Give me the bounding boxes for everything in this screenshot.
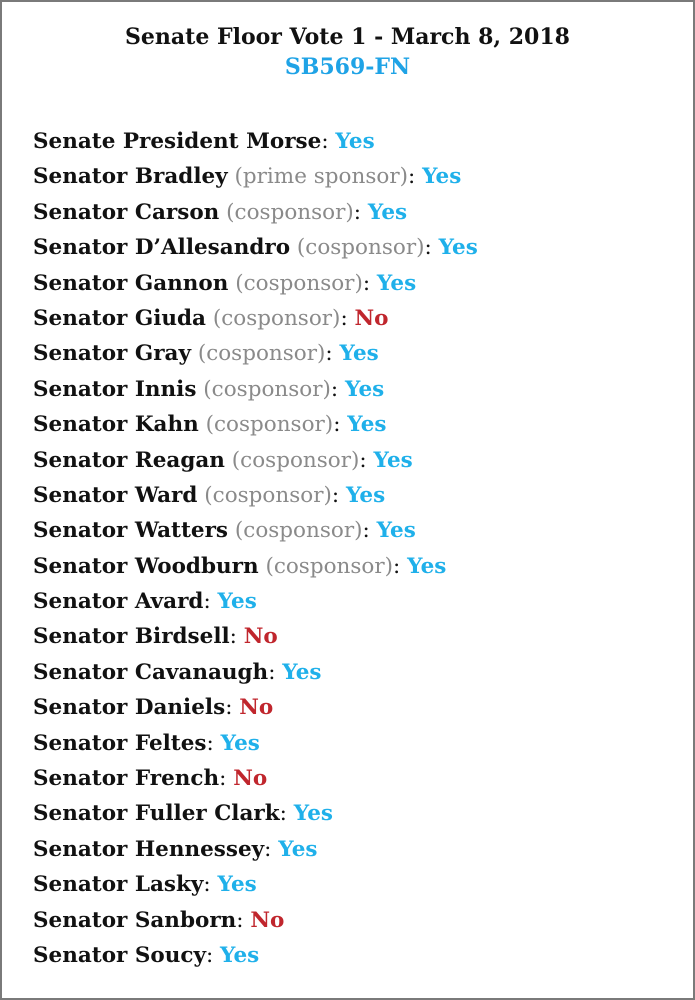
senator-name: Senator Watters — [33, 518, 229, 544]
vote-value: Yes — [367, 199, 408, 225]
senator-role-wrap — [191, 341, 325, 366]
senator-name: Senator Feltes — [33, 730, 207, 756]
vote-separator: : — [236, 907, 251, 933]
vote-separator: : — [225, 695, 240, 721]
vote-separator: : — [203, 589, 218, 615]
senator-role-wrap — [228, 518, 362, 543]
vote-value: No — [243, 624, 278, 650]
senator-name: Senator Ward — [33, 482, 198, 508]
vote-separator: : — [203, 872, 218, 898]
senator-name: Senator Lasky — [33, 872, 204, 898]
senator-name: Senator Gannon — [33, 270, 229, 296]
senator-role-wrap — [219, 200, 353, 225]
vote-separator: : — [407, 164, 423, 190]
senator-name: Senator Woodburn — [33, 553, 259, 579]
vote-separator: : — [330, 376, 345, 402]
vote-value: Yes — [347, 412, 387, 438]
vote-value: Yes — [220, 942, 260, 968]
vote-value: Yes — [345, 482, 386, 508]
senator-name: Senator Innis — [33, 376, 197, 402]
senator-role: (cosponsor) — [235, 270, 363, 296]
vote-separator: : — [264, 836, 279, 862]
vote-separator: : — [362, 270, 377, 296]
vote-separator: : — [353, 199, 368, 225]
senator-name: Senator Carson — [33, 199, 220, 225]
senator-name: Senator Birdsell — [33, 624, 230, 650]
senator-name: Senator Hennessey — [33, 836, 265, 862]
vote-row — [33, 266, 478, 301]
vote-row — [33, 336, 478, 371]
vote-value: Yes — [376, 270, 417, 296]
senator-name: Senator Soucy — [33, 942, 206, 968]
senator-role: (cosponsor) — [197, 341, 326, 367]
senator-role-wrap — [196, 377, 330, 402]
vote-value: Yes — [278, 836, 318, 862]
senator-name: Senator Giuda — [33, 305, 206, 331]
vote-row — [33, 159, 478, 194]
vote-row — [33, 903, 478, 938]
vote-value: Yes — [217, 872, 257, 898]
vote-row — [33, 124, 478, 159]
senator-name: Senator Sanborn — [33, 907, 237, 933]
vote-separator: : — [229, 624, 244, 650]
senator-role-wrap — [206, 306, 340, 331]
vote-list — [33, 124, 478, 973]
vote-row — [33, 690, 478, 725]
vote-separator: : — [268, 659, 283, 685]
vote-value: No — [250, 907, 285, 933]
vote-row — [33, 372, 478, 407]
vote-row — [33, 867, 478, 902]
senator-role: (cosponsor) — [204, 482, 332, 508]
senator-role-wrap — [199, 412, 333, 437]
vote-value: Yes — [438, 235, 478, 261]
vote-row — [33, 796, 478, 831]
vote-separator: : — [424, 235, 439, 261]
senator-name: Senate President Morse — [33, 129, 322, 154]
vote-value: Yes — [422, 164, 462, 190]
senator-role-wrap — [259, 554, 393, 579]
vote-row — [33, 407, 478, 442]
senator-name: Senator Bradley — [33, 164, 228, 190]
vote-separator: : — [362, 518, 377, 544]
vote-value: Yes — [376, 518, 416, 544]
vote-separator: : — [325, 341, 340, 367]
vote-value: No — [233, 766, 268, 792]
vote-row — [33, 478, 478, 513]
vote-row — [33, 832, 478, 867]
vote-separator: : — [321, 129, 336, 154]
vote-separator: : — [359, 447, 374, 473]
vote-row — [33, 655, 478, 690]
senator-name: Senator French — [33, 766, 220, 792]
senator-role: (cosponsor) — [205, 412, 334, 438]
vote-row — [33, 938, 478, 973]
senator-role: (prime sponsor) — [234, 164, 408, 190]
senator-role-wrap — [197, 483, 331, 508]
vote-row — [33, 195, 478, 230]
vote-row — [33, 549, 478, 584]
senator-name: Senator Daniels — [33, 695, 226, 721]
senator-name: Senator Reagan — [33, 447, 225, 473]
senator-role: (cosponsor) — [231, 447, 360, 473]
vote-row — [33, 619, 478, 654]
senator-name: Senator Avard — [33, 589, 204, 615]
vote-separator: : — [206, 730, 221, 756]
senator-role-wrap — [228, 164, 408, 189]
senator-role-wrap — [228, 271, 362, 296]
vote-value: Yes — [293, 801, 333, 827]
vote-value: No — [239, 695, 274, 721]
senator-name: Senator Fuller Clark — [33, 801, 280, 827]
vote-value: Yes — [282, 659, 322, 685]
vote-separator: : — [205, 942, 221, 968]
vote-separator: : — [340, 305, 355, 331]
senator-role: (cosponsor) — [296, 235, 425, 261]
vote-value: Yes — [373, 447, 413, 473]
vote-row — [33, 761, 478, 796]
senator-name: Senator Gray — [33, 341, 191, 367]
vote-row — [33, 513, 478, 548]
vote-value: Yes — [217, 589, 257, 615]
page-title: Senate Floor Vote 1 - March 8, 2018 — [125, 24, 570, 50]
vote-value: Yes — [344, 376, 385, 402]
vote-row — [33, 584, 478, 619]
vote-separator: : — [393, 553, 408, 579]
vote-row — [33, 443, 478, 478]
senator-role: (cosponsor) — [203, 376, 331, 402]
vote-separator: : — [279, 801, 294, 827]
senator-role-wrap — [290, 235, 424, 260]
senator-role-wrap — [225, 448, 359, 473]
vote-row — [33, 230, 478, 265]
vote-value: Yes — [335, 129, 375, 154]
senator-role: (cosponsor) — [226, 199, 354, 225]
vote-value: Yes — [220, 730, 260, 756]
vote-separator: : — [333, 412, 348, 438]
vote-value: Yes — [407, 553, 447, 579]
vote-value: Yes — [339, 341, 379, 367]
senator-role: (cosponsor) — [265, 553, 394, 579]
vote-row — [33, 301, 478, 336]
senator-role: (cosponsor) — [212, 305, 341, 331]
vote-separator: : — [331, 482, 346, 508]
senator-name: Senator Cavanaugh — [33, 659, 269, 685]
senator-name: Senator Kahn — [33, 412, 199, 438]
document-header — [2, 2, 693, 82]
bill-number: SB569-FN — [284, 54, 411, 80]
senator-name: Senator D’Allesandro — [33, 235, 291, 261]
vote-value: No — [354, 305, 389, 331]
senator-role: (cosponsor) — [234, 518, 363, 544]
vote-separator: : — [219, 766, 234, 792]
vote-row — [33, 726, 478, 761]
